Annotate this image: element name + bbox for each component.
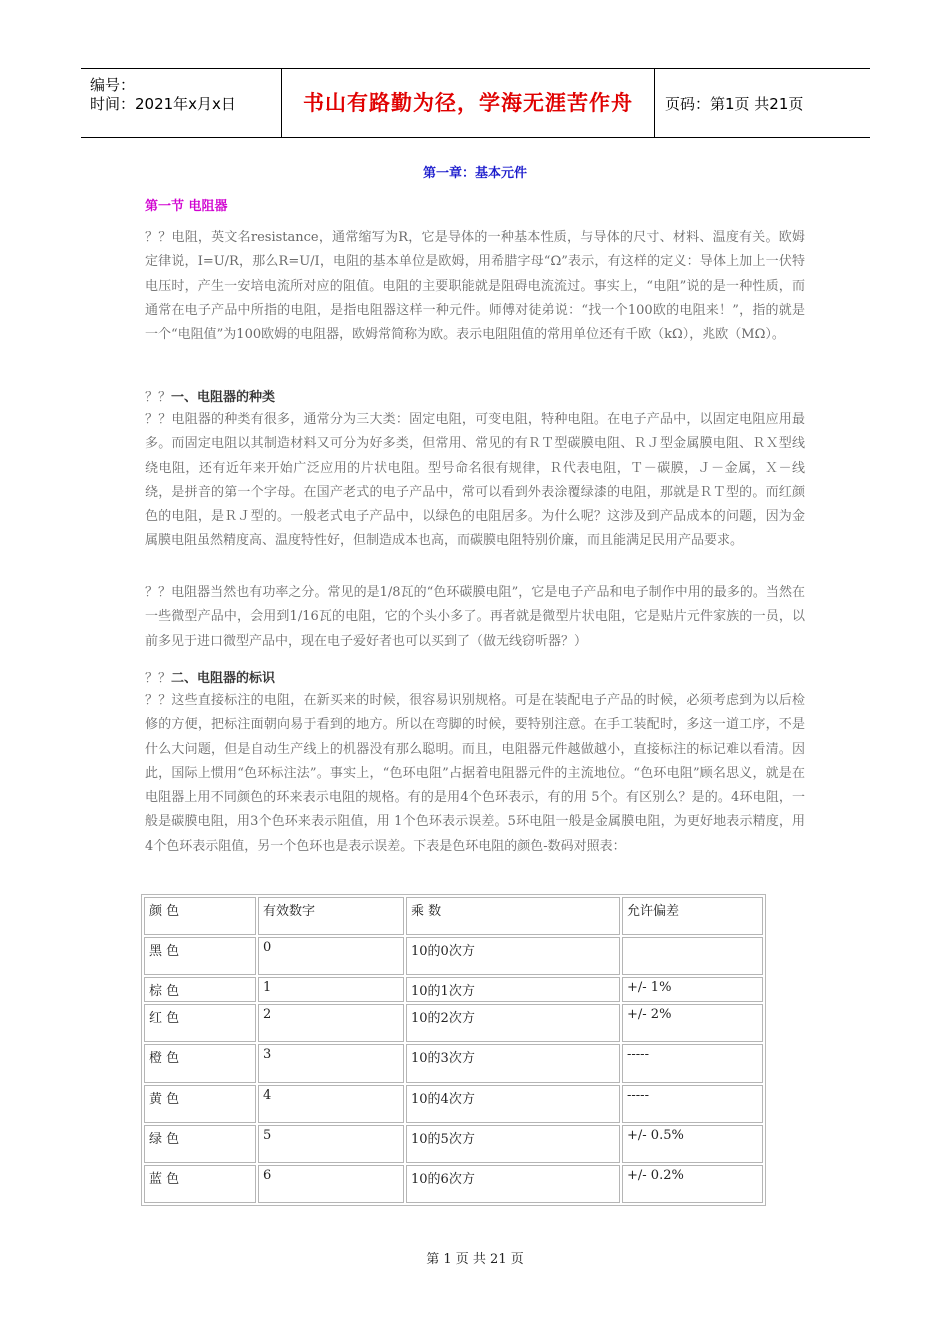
document-number: 编号：: [90, 76, 136, 94]
table-cell: 4: [258, 1085, 404, 1123]
table-row: [144, 977, 763, 1002]
marking-paragraph: ？？这些直接标注的电阻，在新买来的时候，很容易识别规格。可是在装配电子产品的时候，必须考虑到为以后检修的方便，把标注面朝向易于看到的地方。所以在弯脚的时候，要特别注意。在手工装配时，多这一道工序，不是什么大问题，但是自动生产线上的机器没有那么聪明。而且，电阻器元件越做越小，直接标注的标记难以看清。因此，国际上惯用“色环标注法”。事实上，“色环电阻”占据着电阻器元件的主流地位。“色环电阻”顾名思义，就是在电阻器上用不同颜色的环来表示电阻的规格。有的是用4个色环表示，有的用 5个。有区别么？是的。4环电阻，一般是碳膜电阻，用3个色环来表示阻值，用 1个色环表示误差。5环电阻一般是金属膜电阻，为更好地表示精度，用4个色环表示阻值，另一个色环也是表示误差。下表是色环电阻的颜色-数码对照表：: [145, 693, 805, 854]
table-cell: [622, 937, 763, 975]
section-title: 第一节 电阻器: [145, 199, 228, 214]
table-cell: 黄 色: [144, 1085, 256, 1123]
subsection-prefix: ？？: [145, 671, 172, 686]
table-cell: 10的0次方: [406, 937, 620, 975]
table-cell: 0: [258, 937, 404, 975]
color-code-table: [141, 894, 766, 1206]
table-cell: 6: [258, 1165, 404, 1203]
table-cell: 10的2次方: [406, 1004, 620, 1042]
table-cell: 10的3次方: [406, 1044, 620, 1082]
table-row: [144, 937, 763, 975]
table-cell: +/- 0.5%: [622, 1125, 763, 1163]
table-cell: 蓝 色: [144, 1165, 256, 1203]
page-footer: 第 1 页 共 21 页: [426, 1252, 524, 1267]
subsection-heading-types: [145, 386, 275, 405]
table-cell: -----: [622, 1085, 763, 1123]
table-row: [144, 1165, 763, 1203]
subsection-prefix: ？？: [145, 390, 172, 405]
table-cell: 绿 色: [144, 1125, 256, 1163]
table-header-cell: 颜 色: [144, 897, 256, 935]
table-cell: 3: [258, 1044, 404, 1082]
table-cell: 橙 色: [144, 1044, 256, 1082]
chapter-title: 第一章：基本元件: [422, 166, 527, 181]
types-paragraph-2: ？？电阻器当然也有功率之分。常见的是1/8瓦的“色环碳膜电阻”，它是电子产品和电子制作中用的最多的。当然在一些微型产品中，会用到1/16瓦的电阻，它的个头小多了。再者就是微型片状电阻，它是贴片元件家族的一员，以前多见于进口微型产品中，现在电子爱好者也可以买到了（做无线窃听器？）: [145, 585, 805, 649]
table-row: [144, 1044, 763, 1082]
table-header-cell: 乘 数: [406, 897, 620, 935]
table-header-cell: 允许偏差: [622, 897, 763, 935]
table-cell: +/- 2%: [622, 1004, 763, 1042]
table-cell: 1: [258, 977, 404, 1002]
table-cell: 棕 色: [144, 977, 256, 1002]
table-header-cell: 有效数字: [258, 897, 404, 935]
table-row: [144, 1125, 763, 1163]
header-motto: 书山有路勤为径，学海无涯苦作舟: [303, 91, 633, 115]
subsection-title: 一、电阻器的种类: [171, 390, 276, 405]
table-cell: -----: [622, 1044, 763, 1082]
types-paragraph-1: ？？电阻器的种类有很多，通常分为三大类：固定电阻，可变电阻，特种电阻。在电子产品中，以固定电阻应用最多。而固定电阻以其制造材料又可分为好多类，但常用、常见的有ＲＴ型碳膜电阻、ＲＪ型金属膜电阻、ＲＸ型线绕电阻，还有近年来开始广泛应用的片状电阻。型号命名很有规律，Ｒ代表电阻，Ｔ－碳膜，Ｊ－金属，Ｘ－线绕，是拼音的第一个字母。在国产老式的电子产品中，常可以看到外表涂覆绿漆的电阻，那就是ＲＴ型的。而红颜色的电阻，是ＲＪ型的。一般老式电子产品中，以绿色的电阻居多。为什么呢？这涉及到产品成本的问题，因为金属膜电阻虽然精度高、温度特性好，但制造成本也高，而碳膜电阻特别价廉，而且能满足民用产品要求。: [145, 412, 805, 549]
table-cell: 10的6次方: [406, 1165, 620, 1203]
table-cell: 10的1次方: [406, 977, 620, 1002]
table-cell: 10的4次方: [406, 1085, 620, 1123]
subsection-title: 二、电阻器的标识: [171, 671, 276, 686]
table-cell: 红 色: [144, 1004, 256, 1042]
header-meta-cell: [81, 69, 281, 137]
intro-paragraph: ？？电阻，英文名resistance，通常缩写为R，它是导体的一种基本性质，与导体的尺寸、材料、温度有关。欧姆定律说，I=U/R，那么R=U/I，电阻的基本单位是欧姆，用希腊字母“Ω”表示，有这样的定义：导体上加上一伏特电压时，产生一安培电流所对应的阻值。电阻的主要职能就是阻碍电流流过。事实上，“电阻”说的是一种性质，而通常在电子产品中所指的电阻，是指电阻器这样一种元件。师傅对徒弟说：“找一个100欧的电阻来！”，指的就是一个“电阻值”为100欧姆的电阻器，欧姆常简称为欧。表示电阻阻值的常用单位还有千欧（kΩ），兆欧（MΩ）。: [145, 230, 805, 343]
header-page-number: 页码：第1页 共21页: [665, 95, 804, 113]
table-cell: +/- 0.2%: [622, 1165, 763, 1203]
document-time: 时间：2021年x月x日: [90, 95, 236, 113]
table-cell: 10的5次方: [406, 1125, 620, 1163]
table-cell: +/- 1%: [622, 977, 763, 1002]
table-cell: 2: [258, 1004, 404, 1042]
table-header-row: [144, 897, 763, 935]
table-cell: 5: [258, 1125, 404, 1163]
table-cell: 黑 色: [144, 937, 256, 975]
header-divider: [654, 69, 655, 137]
table-row: [144, 1085, 763, 1123]
table-row: [144, 1004, 763, 1042]
subsection-heading-marking: [145, 667, 275, 686]
document-header: [81, 68, 870, 138]
